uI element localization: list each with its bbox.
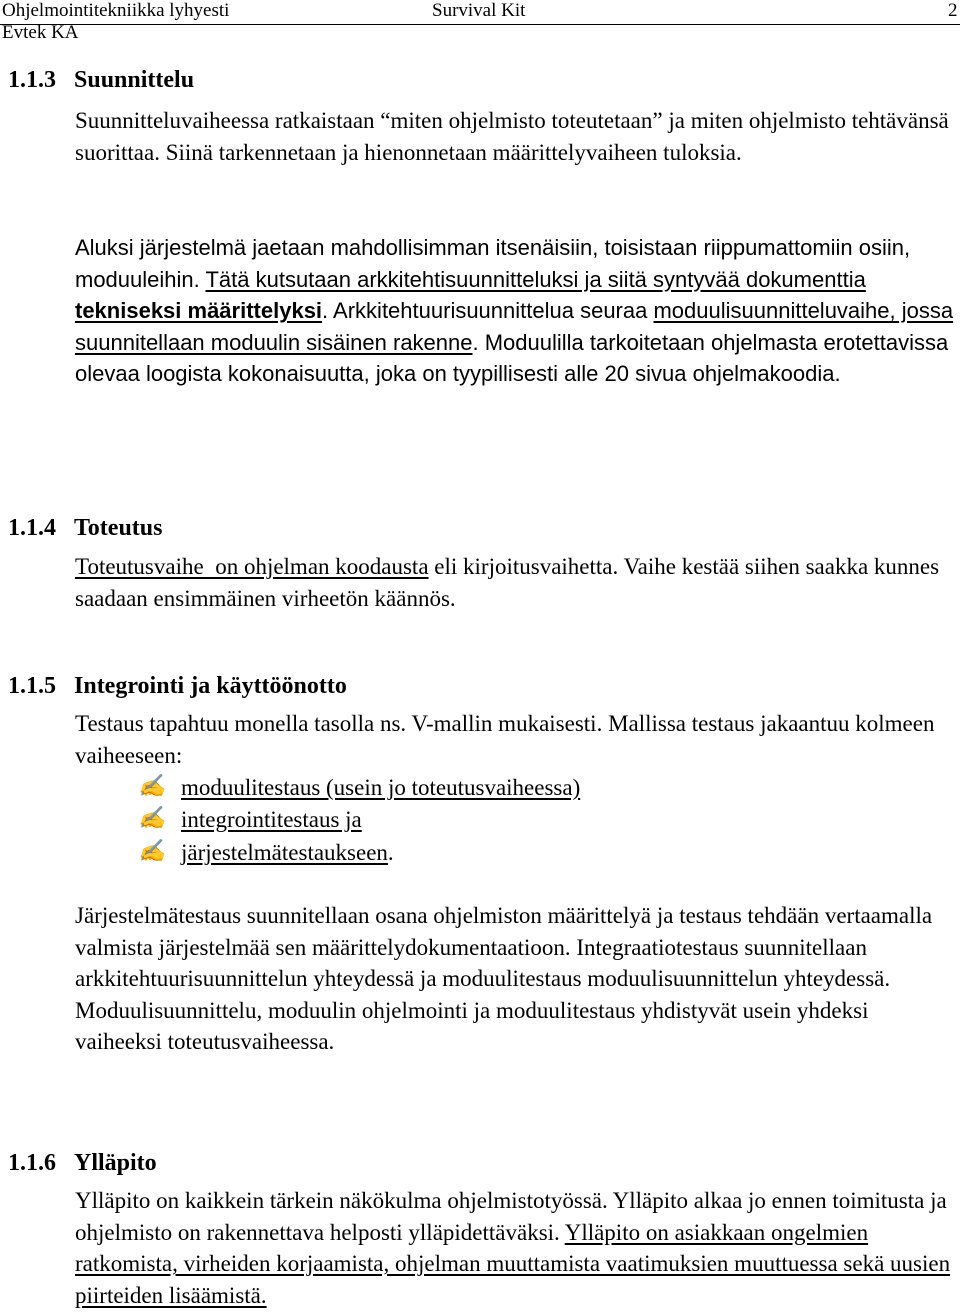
underlined-text: moduulisuunnitteluvaihe, jossa suunnitellaan moduulin sisäinen rakenne <box>75 298 954 355</box>
underlined-text: Ylläpito on asiakkaan ongelmien ratkomista, virheiden korjaamista, ohjelman muuttamista vaatimuksien muuttuessa sekä uusien piirteiden lisäämistä. <box>75 1219 951 1308</box>
writing-hand-icon: ✍ <box>138 805 166 830</box>
header-left-bottom: Evtek KA <box>2 22 79 43</box>
paragraph-114-1 <box>75 551 955 614</box>
header-center: Survival Kit <box>432 0 526 21</box>
section-title: Integrointi ja käyttöönotto <box>74 673 347 699</box>
header-left-top: Ohjelmointitekniikka lyhyesti <box>2 0 230 21</box>
text-run: eli kirjoitusvaihetta. Vaihe kestää siihen saakka kunnes saadaan ensimmäinen virheetön käännös. <box>75 554 940 611</box>
underlined-text: Toteutusvaihe on ohjelman koodausta <box>75 554 429 579</box>
list-item-text: moduulitestaus (usein jo toteutusvaiheessa) <box>181 775 581 800</box>
text-run: Tätä kutsutaan arkkitehtisuunnitteluksi ja siitä syntyvää dokumenttia <box>205 266 866 292</box>
text-run: . Moduulilla tarkoitetaan ohjelmasta erotettavissa olevaa loogista kokonaisuutta, joka on tyypillisesti alle 20 sivua ohjelmakoodia. <box>75 329 949 386</box>
list-item-text <box>181 837 394 868</box>
list-item-text: integrointitestaus ja <box>181 807 362 832</box>
writing-hand-icon: ✍ <box>138 838 166 863</box>
section-heading-116 <box>8 1149 157 1177</box>
section-title: Toteutus <box>74 515 163 541</box>
header-page-number: 2 <box>948 0 958 21</box>
section-number: 1.1.6 <box>8 1150 56 1176</box>
bold-term: tekniseksi määrittelyksi <box>75 298 323 323</box>
section-heading-114 <box>8 514 162 542</box>
writing-hand-icon: ✍ <box>138 773 166 798</box>
text-run: . <box>387 840 394 865</box>
paragraph-115-2: Järjestelmätestaus suunnitellaan osana ohjelmiston määrittelyä ja testaus tehdään vertaamalla valmista järjestelmää sen määrittelydokumentaatioon. Integraatiotestaus suunnitellaan arkkitehtuurisuunnittelun yhteydessä ja moduulitestaus moduulisuunnittelun yhteydessä. Moduulisuunnittelu, moduulin ohjelmointi ja moduulitestaus yhdistyvät usein yhdeksi vaiheeksi toteutusvaiheessa. <box>75 903 933 1054</box>
text-run: Ylläpito on kaikkein tärkein näkökulma ohjelmistotyössä. Ylläpito alkaa jo ennen toimitusta ja ohjelmisto on rakennettava helposti ylläpidettäväksi. <box>75 1188 947 1245</box>
text-run: . Arkkitehtuurisuunnittelua seuraa <box>322 298 654 323</box>
underlined-text: järjestelmätestaukseen <box>181 840 388 865</box>
section-heading-115 <box>8 672 347 700</box>
section-number: 1.1.3 <box>8 67 56 93</box>
paragraph-113-1: Suunnitteluvaiheessa ratkaistaan “miten ohjelmisto toteutetaan” ja miten ohjelmisto tehtävänsä suorittaa. Siinä tarkennetaan ja hienonnetaan määrittelyvaiheen tuloksia. <box>75 108 949 165</box>
section-title: Suunnittelu <box>74 67 195 93</box>
paragraph-115-1: Testaus tapahtuu monella tasolla ns. V-mallin mukaisesti. Mallissa testaus jakaantuu kolmeen vaiheeseen: <box>75 711 935 768</box>
section-title: Ylläpito <box>74 1150 157 1176</box>
section-number: 1.1.4 <box>8 515 56 541</box>
section-number: 1.1.5 <box>8 673 56 699</box>
paragraph-116-1 <box>75 1185 955 1311</box>
text-run: Aluksi järjestelmä jaetaan mahdollisimman itsenäisiin, toisistaan riippumattomiin osiin, moduuleihin. <box>75 235 911 292</box>
header-rule <box>0 24 960 25</box>
section-heading-113 <box>8 66 194 94</box>
paragraph-113-2 <box>75 232 955 390</box>
